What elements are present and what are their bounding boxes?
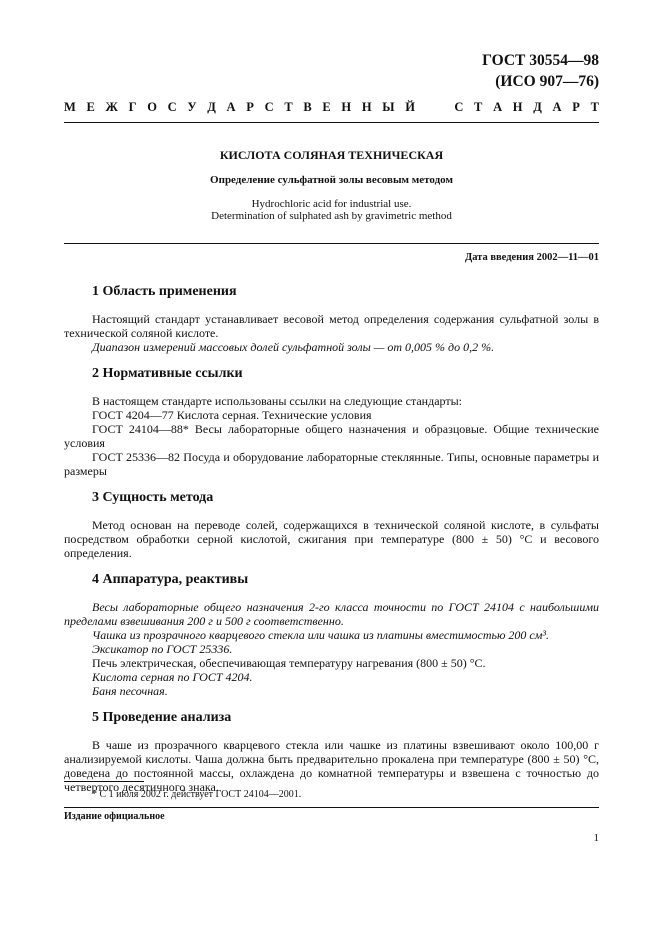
banner-letter: Т xyxy=(284,100,293,114)
top-rule xyxy=(64,122,599,123)
english-title-line1: Hydrochloric acid for industrial use. xyxy=(251,198,412,210)
banner-letter: Й xyxy=(405,100,415,114)
banner-letter: Ы xyxy=(382,100,395,114)
section-analysis-procedure xyxy=(64,710,599,794)
banner-letter: Н xyxy=(361,100,372,114)
equipment-item: Эксикатор по ГОСТ 25336. xyxy=(92,642,233,656)
section-heading: 4 Аппаратура, реактивы xyxy=(92,572,249,587)
page-number: 1 xyxy=(593,832,599,844)
banner-letter: У xyxy=(187,100,197,114)
banner-letter: Е xyxy=(322,100,331,114)
iso-number: (ИСО 907—76) xyxy=(495,73,599,90)
banner-letter: А xyxy=(493,100,503,114)
banner-letter: Т xyxy=(474,100,483,114)
banner-letter: Д xyxy=(533,100,542,114)
edition-label: Издание официальное xyxy=(64,811,165,822)
standard-number: ГОСТ 30554—98 xyxy=(482,52,599,69)
banner-gap xyxy=(426,100,444,115)
banner-letter: Р xyxy=(572,100,580,114)
equipment-item: Весы лабораторные общего назначения 2-го класса точности по ГОСТ 24104 с наибольшими пределами взвешивания 200 г и 500 г соответственно. xyxy=(64,600,599,628)
paragraph: Метод основан на переводе солей, содержащихся в технической соляной кислоте, в сульфаты посредством обработки серной кислотой, сжигания при температуре (800 ± 50) °С и весового определения. xyxy=(64,518,599,560)
equipment-item: Печь электрическая, обеспечивающая температуру нагревания (800 ± 50) °С. xyxy=(92,656,486,670)
paragraph: В чаше из прозрачного кварцевого стекла или чашке из платины взвешивают около 100,00 г анализируемой кислоты. Чаша должна быть предварительно прокалена при температуре (800 ± 50) °С, доведена до постоянной массы, охлаждена до комнатной температуры и взвешена с точностью до четвертого десятичного знака. xyxy=(64,738,599,794)
banner-letter: А xyxy=(226,100,236,114)
banner-letter: Т xyxy=(590,100,599,114)
reference-item: ГОСТ 4204—77 Кислота серная. Технические условия xyxy=(92,408,372,422)
standard-number-block xyxy=(482,50,599,92)
banner-letter: Р xyxy=(246,100,254,114)
footnote-rule xyxy=(64,781,144,782)
document-title: КИСЛОТА СОЛЯНАЯ ТЕХНИЧЕСКАЯ xyxy=(219,148,444,162)
banner-letter: С xyxy=(264,100,274,114)
banner-letter: О xyxy=(147,100,157,114)
paragraph: В настоящем стандарте использованы ссылки на следующие стандарты: xyxy=(92,394,463,408)
document-subtitle: Определение сульфатной золы весовым методом xyxy=(210,174,453,186)
section-apparatus-reagents xyxy=(64,572,599,698)
title-rule xyxy=(64,243,599,244)
section-heading: 1 Область применения xyxy=(92,284,237,299)
section-heading: 2 Нормативные ссылки xyxy=(92,366,243,381)
banner-letter: А xyxy=(552,100,562,114)
equipment-item: Чашка из прозрачного кварцевого стекла или чашка из платины вместимостью 200 см³. xyxy=(92,628,550,642)
interstate-standard-banner xyxy=(64,100,599,115)
english-title xyxy=(64,198,599,222)
section-normative-references xyxy=(64,366,599,478)
reference-item: ГОСТ 24104—88* Весы лабораторные общего назначения и образцовые. Общие технические условия xyxy=(64,422,599,450)
banner-letter: В xyxy=(303,100,312,114)
equipment-item: Кислота серная по ГОСТ 4204. xyxy=(92,670,253,684)
banner-letter: Ж xyxy=(105,100,118,114)
banner-letter: Н xyxy=(512,100,523,114)
introduction-date: Дата введения 2002—11—01 xyxy=(464,252,599,263)
paragraph: Настоящий стандарт устанавливает весовой метод определения содержания сульфатной золы в технической соляной кислоте. xyxy=(64,312,599,340)
banner-letter: Н xyxy=(341,100,352,114)
section-method-essence xyxy=(64,490,599,560)
english-title-line2: Determination of sulphated ash by gravimetric method xyxy=(211,210,452,222)
section-heading: 5 Проведение анализа xyxy=(92,710,232,725)
bottom-rule xyxy=(64,807,599,808)
document-body xyxy=(64,284,599,806)
banner-letter: Г xyxy=(128,100,137,114)
equipment-item: Баня песочная. xyxy=(92,684,168,698)
banner-letter: М xyxy=(64,100,76,114)
footnote: * С 1 июля 2002 г. действует ГОСТ 24104—2001. xyxy=(92,789,302,800)
banner-letter: С xyxy=(454,100,464,114)
banner-letter: С xyxy=(167,100,177,114)
paragraph: Диапазон измерений массовых долей сульфатной золы — от 0,005 % до 0,2 %. xyxy=(92,340,495,354)
reference-item: ГОСТ 25336—82 Посуда и оборудование лабораторные стеклянные. Типы, основные параметры и размеры xyxy=(64,450,599,478)
banner-letter: Д xyxy=(207,100,216,114)
banner-letter: Е xyxy=(86,100,95,114)
section-heading: 3 Сущность метода xyxy=(92,490,214,505)
section-scope xyxy=(64,284,599,354)
